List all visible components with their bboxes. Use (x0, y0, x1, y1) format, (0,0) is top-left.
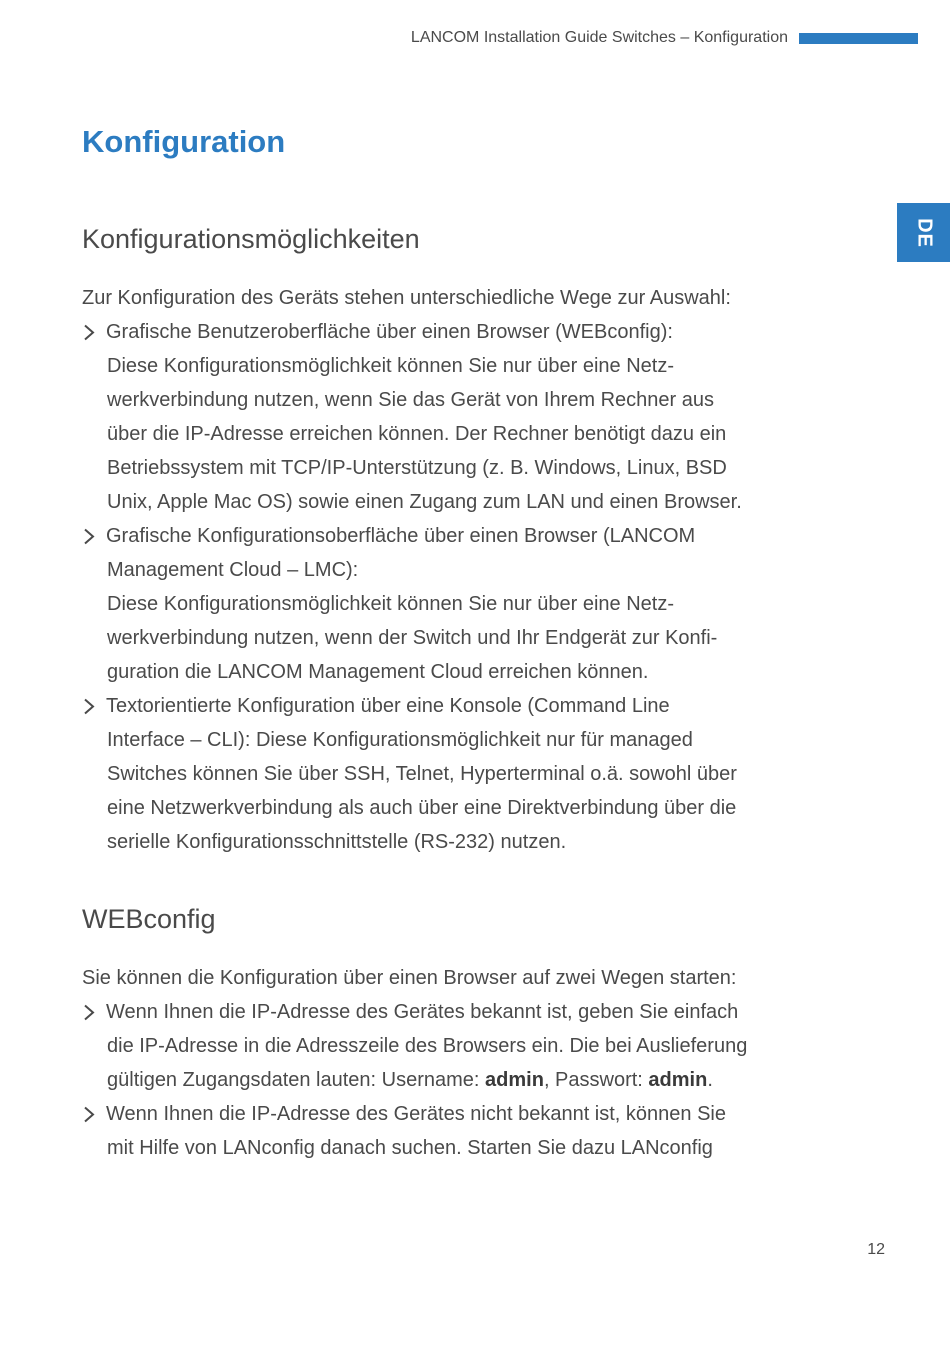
section-konfigurationsmoeglichkeiten (82, 222, 802, 859)
chevron-right-icon (82, 528, 96, 545)
username-value: admin (485, 1069, 544, 1091)
credentials-suffix: . (707, 1069, 713, 1091)
list-item-line: Wenn Ihnen die IP-Adresse des Gerätes nicht bekannt ist, können Sie (106, 1103, 726, 1125)
language-tab (897, 203, 950, 262)
credentials-prefix: gültigen Zugangsdaten lauten: Username: (107, 1069, 486, 1091)
list-item-line: Betriebssystem mit TCP/IP-Unterstützung (z. B. Windows, Linux, BSD (107, 457, 727, 479)
password-value: admin (648, 1069, 708, 1091)
language-tab-label: DE (913, 217, 935, 248)
list-item-line: Grafische Benutzeroberfläche über einen Browser (WEBconfig): (106, 321, 673, 343)
page-number: 12 (867, 1241, 885, 1258)
section-intro: Zur Konfiguration des Geräts stehen unterschiedliche Wege zur Auswahl: (82, 287, 731, 309)
list-item (82, 315, 802, 519)
option-list (82, 315, 802, 859)
list-item-line: Wenn Ihnen die IP-Adresse des Gerätes bekannt ist, geben Sie einfach (106, 1001, 739, 1023)
header-accent-bar (799, 33, 918, 44)
list-item (82, 1097, 802, 1165)
chevron-right-icon (82, 1004, 96, 1021)
section-heading: Konfigurationsmöglichkeiten (82, 224, 420, 254)
chevron-right-icon (82, 698, 96, 715)
list-item-line: die IP-Adresse in die Adresszeile des Browsers ein. Die bei Auslieferung (107, 1035, 748, 1057)
list-item-line: mit Hilfe von LANconfig danach suchen. Starten Sie dazu LANconfig (107, 1137, 713, 1159)
list-item-line: werkverbindung nutzen, wenn Sie das Gerät von Ihrem Rechner aus (107, 389, 715, 411)
section-heading: WEBconfig (82, 904, 216, 934)
list-item-line: eine Netzwerkverbindung als auch über eine Direktverbindung über die (107, 797, 737, 819)
list-item (82, 689, 802, 859)
list-item-line: Textorientierte Konfiguration über eine Konsole (Command Line (106, 695, 670, 717)
credentials-middle: , Passwort: (543, 1069, 649, 1091)
list-item-line: serielle Konfigurationsschnittstelle (RS-232) nutzen. (107, 831, 567, 853)
list-item-line: Switches können Sie über SSH, Telnet, Hyperterminal o.ä. sowohl über (107, 763, 737, 785)
list-item-line: über die IP-Adresse erreichen können. Der Rechner benötigt dazu ein (107, 423, 727, 445)
list-item-line: Unix, Apple Mac OS) sowie einen Zugang zum LAN und einen Browser. (107, 491, 742, 513)
list-item (82, 995, 802, 1097)
list-item-line: guration die LANCOM Management Cloud erreichen können. (107, 661, 649, 683)
list-item-line: Management Cloud – LMC): (107, 559, 359, 581)
section-intro: Sie können die Konfiguration über einen Browser auf zwei Wegen starten: (82, 967, 737, 989)
option-list (82, 995, 802, 1165)
list-item-line: Grafische Konfigurationsoberfläche über einen Browser (LANCOM (106, 525, 696, 547)
chevron-right-icon (82, 324, 96, 341)
section-webconfig (82, 902, 802, 1165)
list-item-line: Diese Konfigurationsmöglichkeit können Sie nur über eine Netz- (107, 355, 674, 377)
list-item-line (107, 1063, 802, 1097)
list-item-line: werkverbindung nutzen, wenn der Switch und Ihr Endgerät zur Konfi- (107, 627, 718, 649)
list-item (82, 519, 802, 689)
list-item-line: Diese Konfigurationsmöglichkeit können Sie nur über eine Netz- (107, 593, 674, 615)
chevron-right-icon (82, 1106, 96, 1123)
running-header-title: LANCOM Installation Guide Switches – Konfiguration (410, 29, 788, 46)
list-item-line: Interface – CLI): Diese Konfigurationsmöglichkeit nur für managed (107, 729, 693, 751)
page-title: Konfiguration (82, 124, 286, 159)
